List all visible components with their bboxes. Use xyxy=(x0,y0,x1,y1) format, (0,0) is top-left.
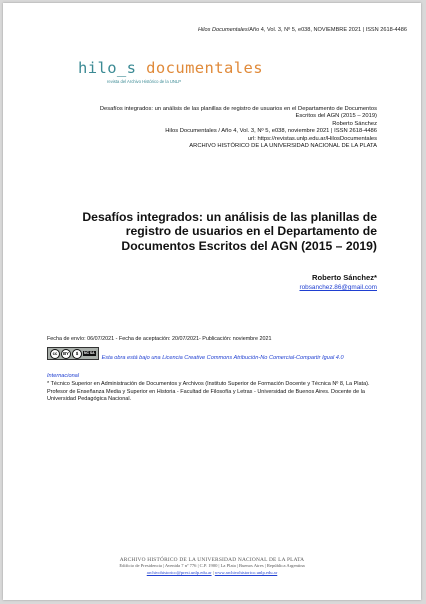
logo-wordmark xyxy=(78,61,263,77)
logo-part-hilos: hilo_s xyxy=(78,59,137,77)
by-circle-icon: BY xyxy=(61,349,71,359)
cc-circle-icon: cc xyxy=(50,349,60,359)
citation-block xyxy=(37,106,377,150)
running-header xyxy=(198,27,407,33)
citation-line: Escritos del AGN (2015 – 2019) xyxy=(295,113,377,120)
logo-subtitle: revista del Archivo Histórico de la UNLP xyxy=(107,78,182,84)
license-block xyxy=(47,346,377,382)
license-tag: NC SA xyxy=(84,351,95,355)
citation-line: ARCHIVO HISTÓRICO DE LA UNIVERSIDAD NACIONAL DE LA PLATA xyxy=(189,143,377,150)
footer-website-link[interactable]: www.archivohistorico.unlp.edu.ar xyxy=(214,569,278,575)
logo-part-documentales: documentales xyxy=(136,59,263,77)
citation-line: Hilos Documentales / Año 4, Vol. 3, Nº 5, e038, noviembre 2021 | ISSN 2618-4486 xyxy=(165,128,377,135)
footer-institution: ARCHIVO HISTÓRICO DE LA UNIVERSIDAD NACIONAL DE LA PLATA xyxy=(119,557,305,563)
journal-logo xyxy=(78,61,263,84)
document-page xyxy=(3,3,421,600)
author-footnote: * Técnico Superior en Administración de Documentos y Archivos (Instituto Superior de Formación Docente y Técnica Nº 8, La Plata). Profesor de Enseñanza Media y Superior en Historia - Facultad de Filosofía y Letras - Universidad de Buenos Aires. Docente de la Universidad Pedagógica Nacional. xyxy=(47,381,370,403)
citation-line: Desafíos integrados: un análisis de las planillas de registro de usuarios en el Departamento de Documentos xyxy=(99,106,377,112)
citation-line: url: https://revistas.unlp.edu.ar/HilosDocumentales xyxy=(247,135,377,142)
nc-circle-icon: $ xyxy=(72,349,82,359)
page-footer xyxy=(3,557,421,576)
running-header-journal: Hilos Documentales xyxy=(197,27,248,33)
footer-address: Edificio de Presidencia | Avenida 7 nº 776 | C.P. 1900 | La Plata | Buenos Aires | República Argentina xyxy=(119,563,305,569)
article-title: Desafíos integrados: un análisis de las planillas de registro de usuarios en el Departamento de Documentos Escritos del AGN (2015 – 2019) xyxy=(82,210,377,253)
running-header-issue: /Año 4, Vol. 3, Nº 5, e038, NOVIEMBRE 2021 | ISSN 2618-4486 xyxy=(247,27,407,33)
creative-commons-badge-icon[interactable] xyxy=(47,347,99,360)
submission-dates: Fecha de envío: 06/07/2021 - Fecha de aceptación: 20/07/2021- Publicación: noviembre 2021 xyxy=(47,336,272,342)
citation-line: Roberto Sánchez xyxy=(332,120,377,127)
license-link[interactable]: Esta obra está bajo una Licencia Creative Commons Atribución-No Comercial-Compartir Igual 4.0 Internacional xyxy=(47,355,344,379)
footer-separator: | xyxy=(211,569,215,575)
author-email-link[interactable]: robsanchez.86@gmail.com xyxy=(299,284,377,291)
footer-email-link[interactable]: archivohistorico@presi.unlp.edu.ar xyxy=(146,569,212,575)
footer-links xyxy=(3,570,421,576)
author-name: Roberto Sánchez* xyxy=(312,273,377,282)
